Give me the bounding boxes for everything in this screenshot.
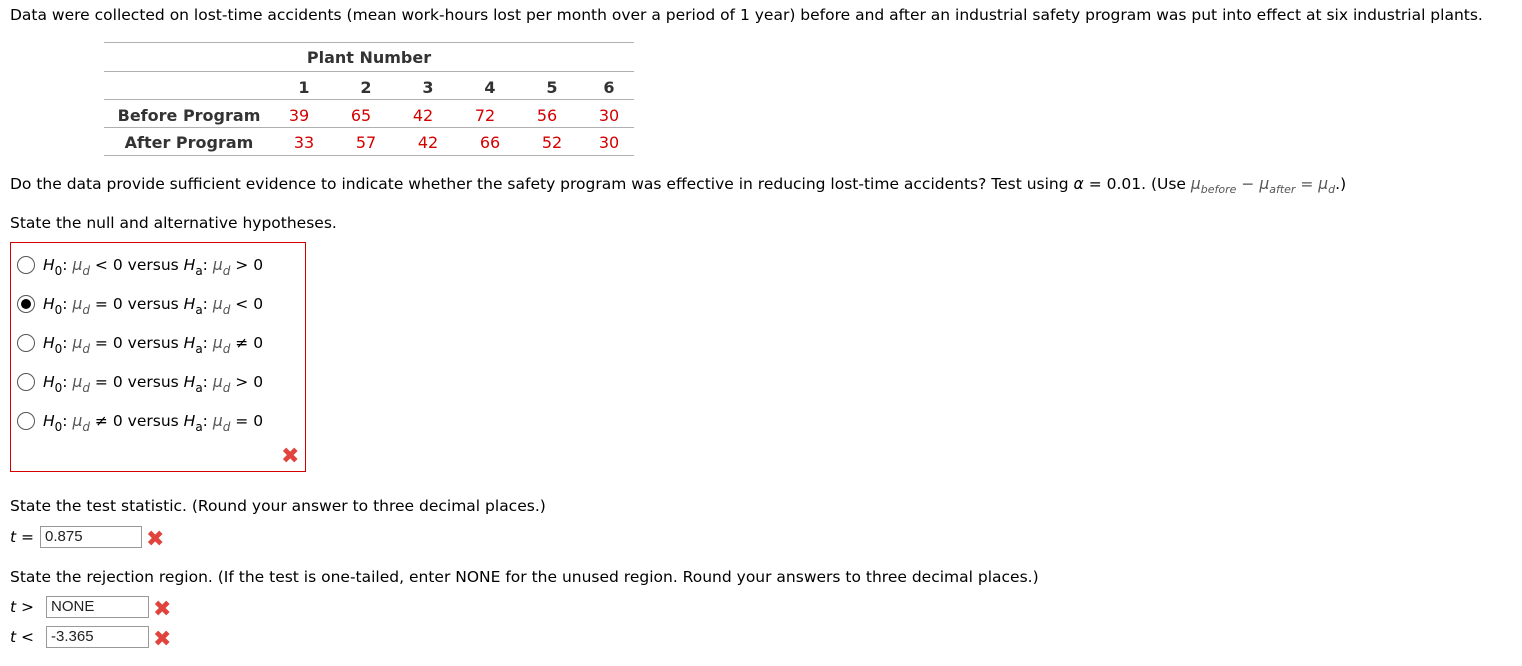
alpha-symbol: α (1073, 175, 1084, 193)
row-label-before: Before Program (117, 106, 261, 125)
radio-button[interactable] (17, 256, 35, 274)
cell-before-1: 39 (288, 106, 310, 125)
col-header-1: 1 (298, 78, 310, 97)
rejection-upper-input[interactable]: NONE (46, 596, 149, 618)
test-stat-incorrect-icon: ✖ (146, 527, 165, 552)
cell-after-6: 30 (598, 133, 620, 152)
alpha-value: = 0.01. (Use (1088, 175, 1186, 193)
hypothesis-option-4[interactable] (17, 370, 263, 394)
table-top-rule (104, 42, 634, 43)
equals-sign: = (1300, 175, 1314, 193)
t-var: t (10, 528, 17, 546)
table-header-rule (104, 71, 634, 72)
rejection-upper-incorrect-icon: ✖ (153, 597, 172, 622)
col-header-4: 4 (484, 78, 496, 97)
hypothesis-label: $H_0$: $\mu_d = 0$ versus $H_a$: $\mu_d > 0$ (43, 373, 264, 395)
mu-d: $\mu_d$ (1318, 175, 1336, 196)
table-bottom-rule (104, 155, 634, 156)
hypothesis-option-1[interactable] (17, 253, 263, 277)
hypothesis-label: $H_0$: $\mu_d = 0$ versus $H_a$: $\mu_d \ne 0$ (43, 334, 264, 356)
question-pre: Do the data provide sufficient evidence to indicate whether the safety program was effective in reducing lost-time accidents? Test using (10, 175, 1069, 193)
col-header-5: 5 (546, 78, 558, 97)
mu-after: $\mu_{after}$ (1259, 175, 1296, 196)
minus-sign: − (1241, 175, 1255, 193)
radio-button[interactable] (17, 334, 35, 352)
rejection-lower-incorrect-icon: ✖ (153, 627, 172, 652)
rejection-lower-input[interactable]: -3.365 (46, 626, 149, 648)
cell-after-1: 33 (293, 133, 315, 152)
radio-button[interactable] (17, 412, 35, 430)
cell-before-6: 30 (598, 106, 620, 125)
rejection-upper-label: t > (10, 598, 35, 616)
test-stat-label (10, 528, 34, 546)
hypothesis-option-2[interactable] (17, 292, 263, 316)
hypotheses-answer-box (10, 242, 306, 472)
cell-before-3: 42 (412, 106, 434, 125)
row-label-after: After Program (124, 133, 254, 152)
test-stat-prompt: State the test statistic. (Round your answer to three decimal places.) (10, 497, 546, 515)
question-text (10, 175, 1346, 196)
mu-before: $\mu_{before}$ (1190, 175, 1237, 196)
cell-before-5: 56 (536, 106, 558, 125)
hypothesis-option-5[interactable] (17, 409, 263, 433)
radio-button[interactable] (17, 373, 35, 391)
cell-after-3: 42 (417, 133, 439, 152)
col-header-6: 6 (603, 78, 615, 97)
hypothesis-option-3[interactable] (17, 331, 263, 355)
hypotheses-prompt: State the null and alternative hypotheses. (10, 214, 337, 232)
hypotheses-incorrect-icon: ✖ (281, 444, 300, 469)
hypothesis-label: $H_0$: $\mu_d < 0$ versus $H_a$: $\mu_d > 0$ (43, 256, 264, 278)
cell-after-2: 57 (355, 133, 377, 152)
table-colhead-rule (104, 99, 634, 100)
intro-text: Data were collected on lost-time accidents (mean work-hours lost per month over a period of 1 year) before and after an industrial safety program was put into effect at six industrial plants. (10, 6, 1483, 24)
test-stat-input[interactable]: 0.875 (40, 526, 142, 548)
hypothesis-label: $H_0$: $\mu_d \ne 0$ versus $H_a$: $\mu_d = 0$ (43, 412, 264, 434)
col-header-2: 2 (360, 78, 372, 97)
table-group-header: Plant Number (306, 48, 432, 67)
rejection-prompt: State the rejection region. (If the test is one-tailed, enter NONE for the unused region. Round your answers to three decimal places.) (10, 568, 1039, 586)
table-row-rule (104, 127, 634, 128)
rejection-lower-label: t < (10, 628, 35, 646)
cell-after-4: 66 (479, 133, 501, 152)
cell-before-2: 65 (350, 106, 372, 125)
cell-after-5: 52 (541, 133, 563, 152)
question-tail: .) (1335, 175, 1347, 193)
radio-button[interactable] (17, 295, 35, 313)
cell-before-4: 72 (474, 106, 496, 125)
hypothesis-label: $H_0$: $\mu_d = 0$ versus $H_a$: $\mu_d < 0$ (43, 295, 264, 317)
col-header-3: 3 (422, 78, 434, 97)
t-equals: = (21, 528, 35, 546)
